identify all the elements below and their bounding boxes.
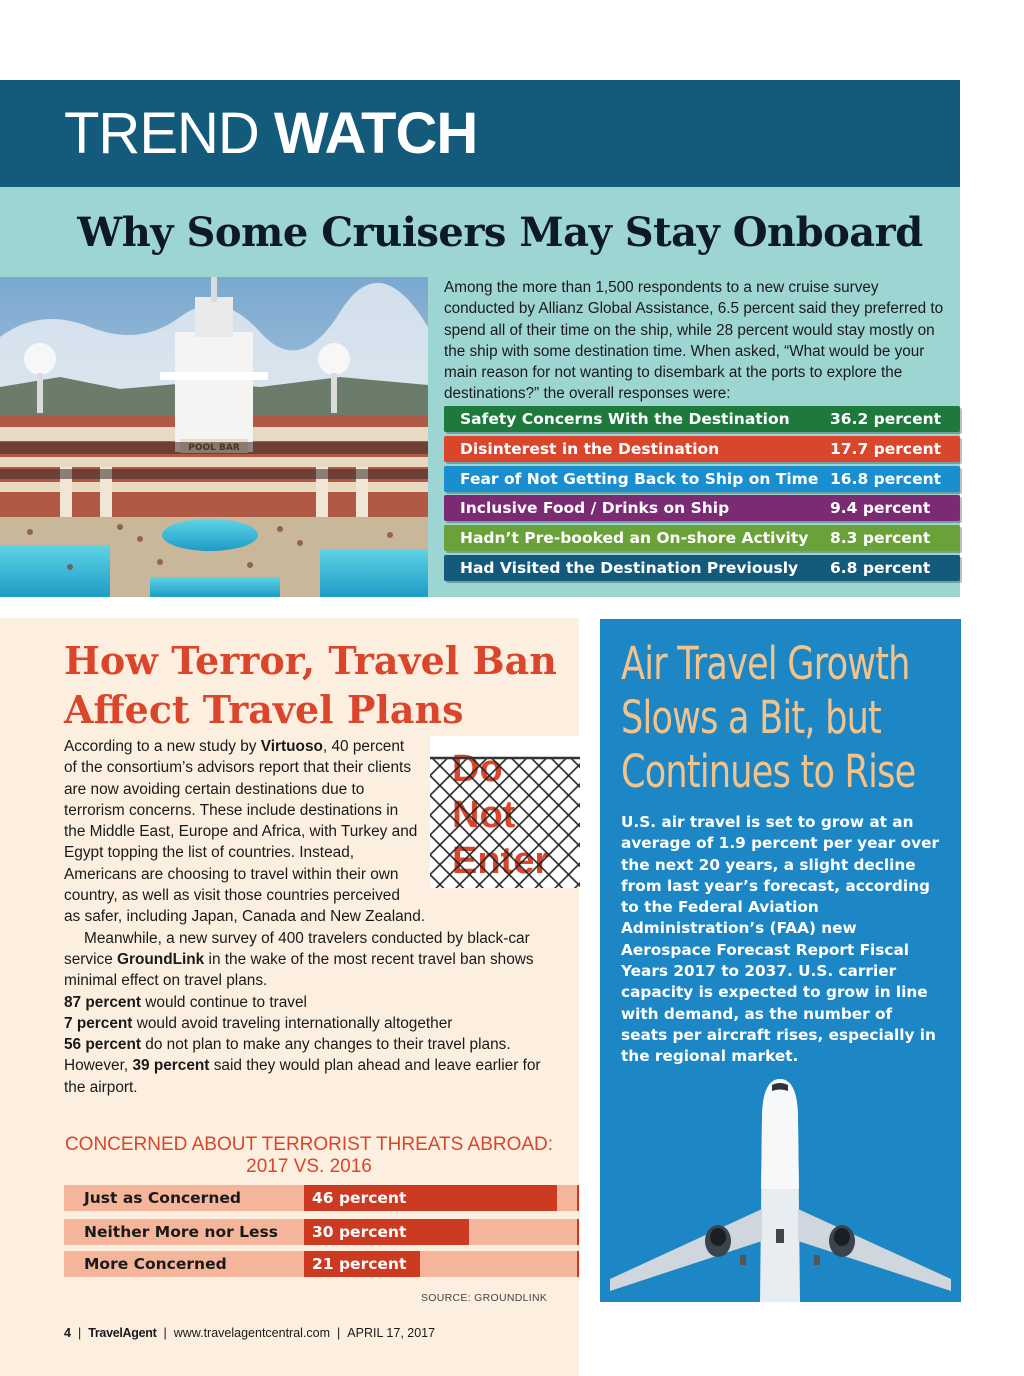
text: However,	[64, 1057, 133, 1075]
cruise-section	[0, 187, 960, 597]
response-value: 36.2 percent	[830, 410, 942, 428]
stat-bold: 56 percent	[64, 1036, 141, 1054]
response-value: 17.7 percent	[830, 440, 942, 458]
response-label: Safety Concerns With the Destination	[460, 410, 790, 428]
air-title-line: Slows a Bit, but	[621, 691, 882, 744]
airplane-photo	[600, 1059, 961, 1302]
response-label: Had Visited the Destination Previously	[460, 559, 799, 577]
concern-bar	[64, 1219, 579, 1245]
bar-border	[577, 1185, 579, 1211]
do-not-enter-photo	[430, 736, 580, 888]
paragraph	[64, 928, 564, 992]
response-label: Hadn’t Pre-booked an On-shore Activity	[460, 529, 809, 547]
response-bar	[444, 495, 960, 521]
air-body: U.S. air travel is set to grow at an average of 1.9 percent per year over the next 20 years, a slight decline from last year’s forecast, according to the Federal Aviation Administration’s (FAA) new Aerospace Forecast Report Fiscal Years 2017 to 2037. U.S. carrier capacity is expected to grow in line with demand, as the number of seats per aircraft rises, especially in the regional market.	[621, 813, 940, 1066]
brand-name: TravelAgent	[88, 1326, 157, 1340]
response-label: Inclusive Food / Drinks on Ship	[460, 499, 730, 517]
groundlink-name: GroundLink	[117, 950, 205, 968]
virtuoso-name: Virtuoso	[260, 738, 323, 755]
site-url: www.travelagentcentral.com	[173, 1326, 331, 1340]
separator: |	[337, 1326, 341, 1340]
response-label: Disinterest in the Destination	[460, 440, 720, 458]
terror-title	[64, 636, 574, 734]
air-travel-section	[600, 619, 961, 1302]
response-value: 6.8 percent	[830, 559, 931, 577]
air-title	[621, 637, 916, 799]
terror-title-line: How Terror, Travel Ban	[64, 638, 557, 683]
response-bar	[444, 525, 960, 551]
text: Meanwhile, a new survey of 400 travelers conducted by black-car service	[64, 929, 530, 968]
issue-date: APRIL 17, 2017	[347, 1326, 436, 1340]
paragraph	[64, 1055, 564, 1098]
stat-bold: 87 percent	[64, 993, 141, 1011]
stat-line	[64, 1034, 564, 1055]
concern-label: Neither More nor Less	[84, 1223, 278, 1241]
source-credit: SOURCE: GROUNDLINK	[421, 1292, 548, 1304]
text: in the wake of the most recent travel ban shows minimal effect on travel plans.	[64, 950, 534, 990]
text: , 40 percent of the consortium’s advisors report that their clients are now avoiding certain destinations due to terrorism concerns. These include destinations in the Middle East, Europe and Africa, with Turkey and Egypt topping the list of countries. Instead, Americans are choosing to travel within their own country, as well as visit those countries perceived as safer, including Japan, Canada and New Zealand.	[64, 738, 426, 926]
air-title-line: Continues to Rise	[621, 745, 916, 798]
response-bar	[444, 555, 960, 581]
concern-bar	[64, 1185, 579, 1211]
stat-line	[64, 1013, 564, 1034]
separator: |	[163, 1326, 167, 1340]
concern-fill: 21 percent	[304, 1251, 420, 1277]
bar-border	[577, 1251, 579, 1277]
response-value: 16.8 percent	[830, 470, 942, 488]
header-band	[0, 80, 960, 187]
text: said they would plan ahead and leave earlier for the airport.	[64, 1057, 541, 1096]
response-bar	[444, 436, 960, 462]
section-title	[64, 102, 477, 166]
terror-title-line: Affect Travel Plans	[64, 687, 464, 732]
text: According to a new study by	[64, 738, 261, 755]
bar-border	[577, 1219, 579, 1245]
response-bar	[444, 466, 960, 492]
stat-bold: 7 percent	[64, 1014, 133, 1032]
title-bold: WATCH	[273, 101, 478, 166]
title-light: TREND	[64, 101, 259, 166]
terror-section	[0, 618, 579, 1376]
concern-title-line: CONCERNED ABOUT TERRORIST THREATS ABROAD:	[64, 1134, 554, 1155]
page-footer	[64, 1326, 435, 1340]
air-title-line: Air Travel Growth	[621, 637, 910, 690]
response-value: 8.3 percent	[830, 529, 931, 547]
concern-fill: 30 percent	[304, 1219, 469, 1245]
concern-bar	[64, 1251, 579, 1277]
stat-text: would continue to travel	[141, 993, 307, 1011]
stat-text: would avoid traveling internationally altogether	[132, 1014, 453, 1032]
concern-label: More Concerned	[84, 1255, 227, 1273]
concern-label: Just as Concerned	[84, 1189, 241, 1207]
separator: |	[77, 1326, 82, 1340]
stat-line	[64, 992, 564, 1013]
cruise-intro: Among the more than 1,500 respondents to a new cruise survey conducted by Allianz Global Assistance, 6.5 percent said they preferred to spend all of their time on the ship, while 28 percent would stay mostly on the ship with some destination time. When asked, “What would be your main reason for not wanting to disembark at the ports to explore the destinations?” the overall responses were:	[444, 279, 944, 403]
cruise-ship-photo	[0, 277, 428, 597]
response-value: 9.4 percent	[830, 499, 931, 517]
page-number: 4	[64, 1326, 71, 1340]
stat-bold: 39 percent	[132, 1057, 210, 1075]
concern-fill: 46 percent	[304, 1185, 557, 1211]
stat-text: do not plan to make any changes to their travel plans.	[141, 1036, 511, 1054]
concern-chart-title	[64, 1134, 554, 1178]
concern-title-line: 2017 VS. 2016	[246, 1156, 372, 1177]
terror-article	[64, 736, 564, 1098]
response-bar	[444, 406, 960, 432]
cruise-title: Why Some Cruisers May Stay Onboard	[77, 209, 923, 256]
response-label: Fear of Not Getting Back to Ship on Time	[460, 470, 819, 488]
